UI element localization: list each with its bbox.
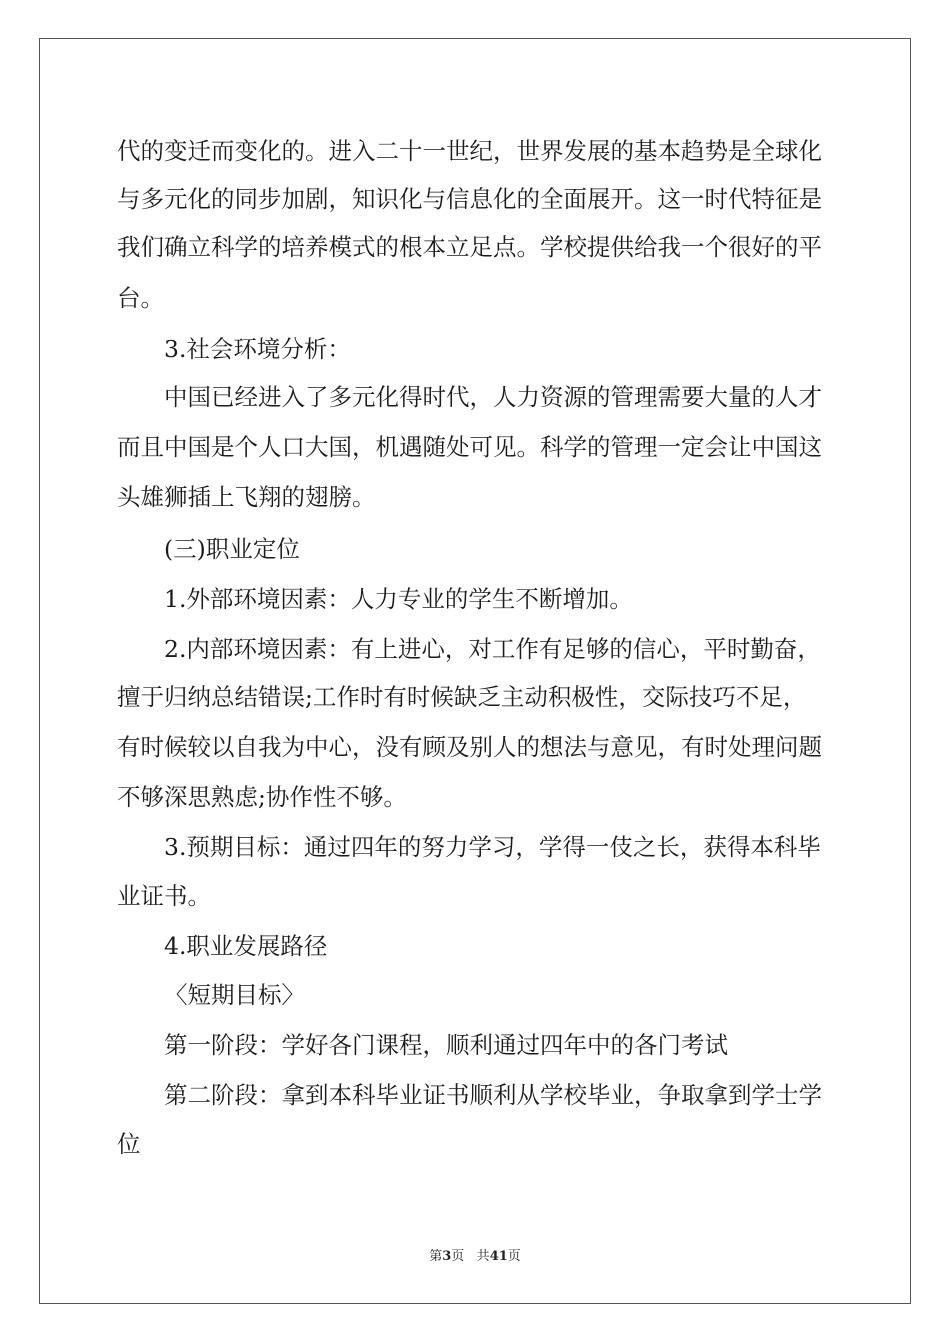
- body-line-4: 台。: [117, 284, 164, 312]
- footer-total-prefix: 共: [476, 1249, 490, 1264]
- body-line-6: 中国已经进入了多元化得时代，人力资源的管理需要大量的人才: [164, 383, 822, 411]
- body-line-12: 擅于归纳总结错误;工作时有时候缺乏主动积极性，交际技巧不足，: [117, 683, 807, 711]
- body-line-10: 1.外部环境因素：人力专业的学生不断增加。: [164, 585, 633, 613]
- body-line-21: 位: [117, 1130, 141, 1158]
- footer-total-suffix: 页: [507, 1249, 521, 1264]
- body-line-7: 而且中国是个人口大国，机遇随处可见。科学的管理一定会让中国这: [117, 433, 822, 461]
- page-footer: [0, 1245, 950, 1264]
- body-line-20: 第二阶段：拿到本科毕业证书顺利从学校毕业，争取拿到学士学: [164, 1081, 822, 1109]
- body-line-14: 不够深思熟虑;协作性不够。: [117, 783, 407, 811]
- section-heading-career-positioning: (三)职业定位: [164, 535, 300, 563]
- section-heading-career-path: 4.职业发展路径: [164, 932, 328, 960]
- body-line-1: 代的变迁而变化的。进入二十一世纪，世界发展的基本趋势是全球化: [117, 137, 822, 165]
- body-line-19: 第一阶段：学好各门课程，顺利通过四年中的各门考试: [164, 1031, 728, 1059]
- body-line-13: 有时候较以自我为中心，没有顾及别人的想法与意见，有时处理问题: [117, 733, 822, 761]
- body-line-11: 2.内部环境因素：有上进心，对工作有足够的信心，平时勤奋，: [164, 635, 821, 663]
- body-line-3: 我们确立科学的培养模式的根本立足点。学校提供给我一个很好的平: [117, 233, 822, 261]
- body-line-15: 3.预期目标：通过四年的努力学习，学得一伎之长，获得本科毕: [164, 833, 821, 861]
- page-border: [39, 38, 911, 1304]
- section-heading-social-environment: 3.社会环境分析：: [164, 335, 351, 363]
- footer-page-number: 3: [442, 1249, 452, 1264]
- subheading-short-term-goals: 〈短期目标〉: [164, 981, 305, 1009]
- body-line-8: 头雄狮插上飞翔的翅膀。: [117, 483, 376, 511]
- footer-page-prefix: 第: [429, 1249, 443, 1264]
- footer-total-pages: 41: [489, 1249, 508, 1264]
- body-line-2: 与多元化的同步加剧，知识化与信息化的全面展开。这一时代特征是: [117, 185, 822, 213]
- body-line-16: 业证书。: [117, 882, 211, 910]
- footer-page-suffix: 页: [451, 1249, 465, 1264]
